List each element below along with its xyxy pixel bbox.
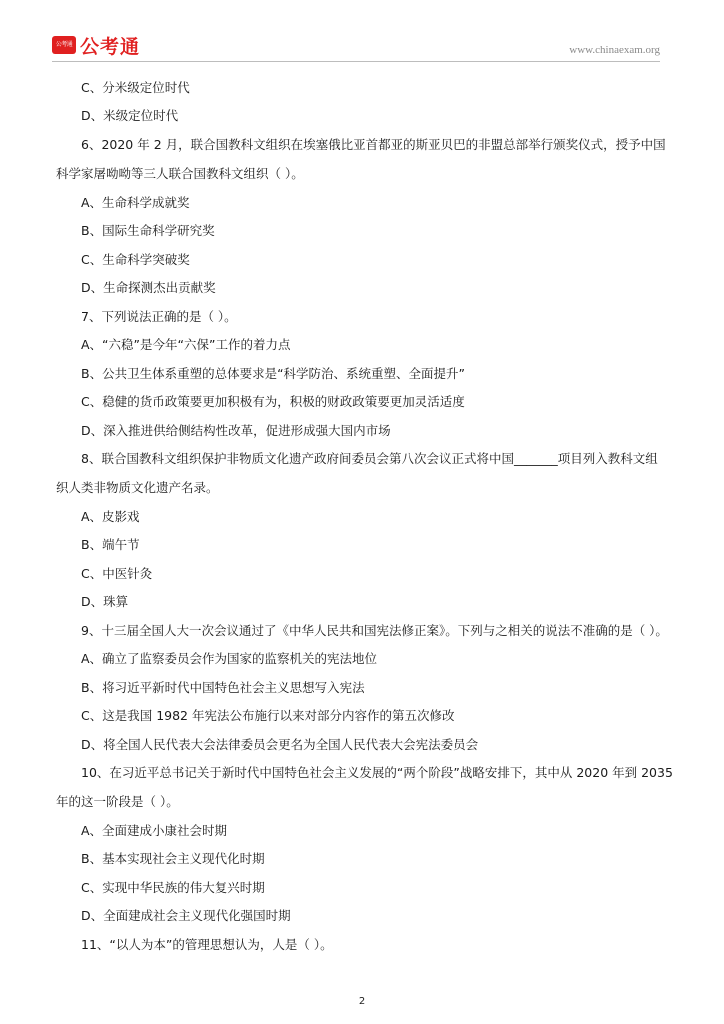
option-line: A、皮影戏 bbox=[81, 509, 140, 524]
option-line: C、中医针灸 bbox=[81, 566, 153, 581]
question-line: 8、联合国教科文组织保护非物质文化遗产政府间委员会第八次会议正式将中国_______项目列入教科文组 bbox=[81, 451, 658, 466]
option-line: C、生命科学突破奖 bbox=[81, 252, 190, 267]
question-line: 织人类非物质文化遗产名录。 bbox=[56, 480, 219, 495]
option-line: B、端午节 bbox=[81, 537, 140, 552]
option-line: D、生命探测杰出贡献奖 bbox=[81, 280, 216, 295]
option-line: B、基本实现社会主义现代化时期 bbox=[81, 851, 265, 866]
option-line: B、将习近平新时代中国特色社会主义思想写入宪法 bbox=[81, 680, 365, 695]
option-line: A、“六稳”是今年“六保”工作的着力点 bbox=[81, 337, 291, 352]
logo-badge: 公考通 bbox=[52, 36, 76, 54]
option-line: D、深入推进供给侧结构性改革，促进形成强大国内市场 bbox=[81, 423, 391, 438]
option-line: D、将全国人民代表大会法律委员会更名为全国人民代表大会宪法委员会 bbox=[81, 737, 479, 752]
page-number: 2 bbox=[358, 996, 366, 1007]
question-line: 10、在习近平总书记关于新时代中国特色社会主义发展的“两个阶段”战略安排下，其中从 2020 年到 2035 bbox=[81, 765, 673, 780]
option-line: B、公共卫生体系重塑的总体要求是“科学防治、系统重塑、全面提升” bbox=[81, 366, 466, 381]
site-url[interactable]: www.chinaexam.org bbox=[569, 44, 660, 56]
option-line: D、珠算 bbox=[81, 594, 129, 609]
option-line: C、这是我国 1982 年宪法公布施行以来对部分内容作的第五次修改 bbox=[81, 708, 455, 723]
header-divider bbox=[52, 61, 660, 62]
question-line: 年的这一阶段是（ ）。 bbox=[56, 794, 179, 809]
option-line: C、分米级定位时代 bbox=[81, 80, 190, 95]
option-line: B、国际生命科学研究奖 bbox=[81, 223, 215, 238]
question-line: 6、2020 年 2 月，联合国教科文组织在埃塞俄比亚首都亚的斯亚贝巴的非盟总部举行颁奖仪式，授予中国 bbox=[81, 137, 666, 152]
page-header bbox=[52, 34, 662, 58]
option-line: A、确立了监察委员会作为国家的监察机关的宪法地位 bbox=[81, 651, 378, 666]
option-line: D、全面建成社会主义现代化强国时期 bbox=[81, 908, 291, 923]
option-line: C、稳健的货币政策要更加积极有为，积极的财政政策要更加灵活适度 bbox=[81, 394, 465, 409]
option-line: C、实现中华民族的伟大复兴时期 bbox=[81, 880, 265, 895]
question-line: 科学家屠呦呦等三人联合国教科文组织（ ）。 bbox=[56, 166, 304, 181]
option-line: D、米级定位时代 bbox=[81, 108, 179, 123]
option-line: A、生命科学成就奖 bbox=[81, 195, 190, 210]
option-line: A、全面建成小康社会时期 bbox=[81, 823, 228, 838]
logo-text: 公考通 bbox=[80, 36, 141, 58]
question-line: 9、十三届全国人大一次会议通过了《中华人民共和国宪法修正案》。下列与之相关的说法不准确的是（ ）。 bbox=[81, 623, 668, 638]
question-line: 11、“以人为本”的管理思想认为，人是（ ）。 bbox=[81, 937, 333, 952]
question-line: 7、下列说法正确的是（ ）。 bbox=[81, 309, 237, 324]
